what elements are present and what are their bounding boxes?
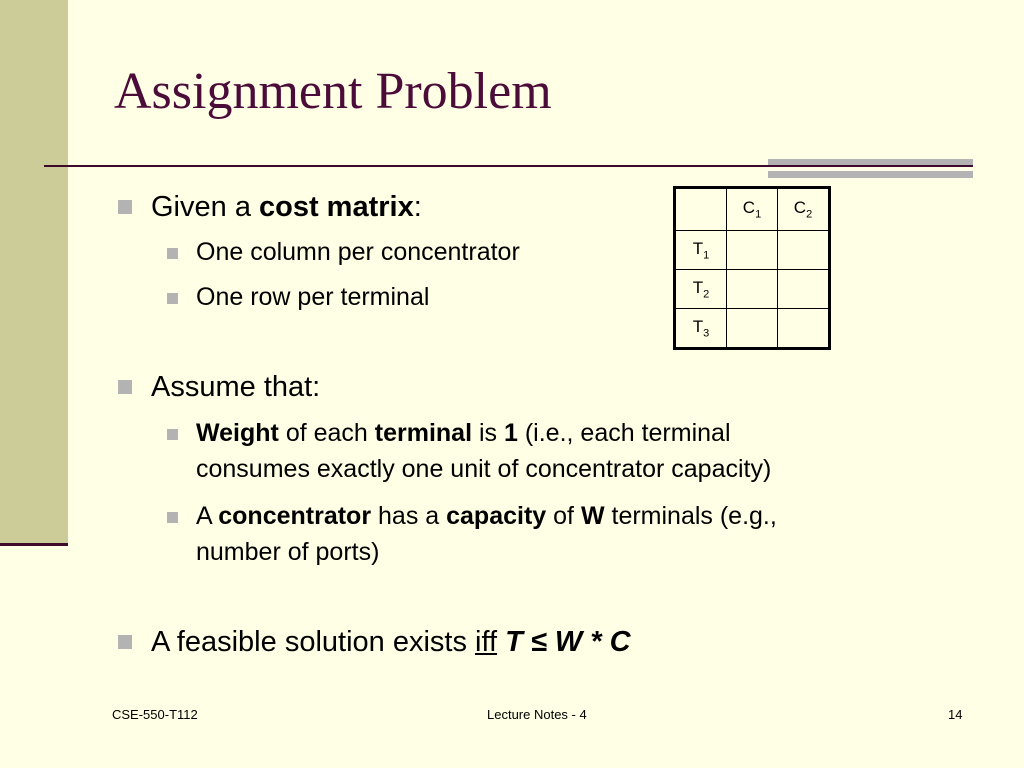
sub-bullet-square-icon [167,293,178,304]
sub-bullet-capacity: A concentrator has a capacity of W terminals (e.g., [196,502,777,530]
table-row [675,188,830,231]
matrix-corner-cell [675,188,727,231]
matrix-cell [727,270,778,309]
col-header-c1: $C_1$ [727,188,778,231]
matrix-cell [778,231,830,270]
sub-bullet-weight: Weight of each terminal is 1 (i.e., each terminal [196,419,731,447]
table-row [675,309,830,349]
side-band [0,0,68,546]
side-band-rule [0,543,68,546]
bullet-assume: Assume that: [151,371,321,403]
matrix-cell [727,231,778,270]
row-header-t2: $T_2$ [675,270,727,309]
col-header-c2: $C_2$ [778,188,830,231]
bullet-cost-matrix: Given a cost matrix: [151,191,422,223]
feasibility-formula: T ≤ W * C [505,626,631,658]
title-rule [44,165,768,167]
cost-matrix-term: cost matrix [259,191,414,223]
cost-matrix-table [673,186,831,350]
sub-bullet-row: One row per terminal [196,283,430,311]
table-row [675,231,830,270]
decorative-gray-bar [768,159,973,178]
footer-course-code: CSE-550-T112 [112,707,198,722]
slide-title: Assignment Problem [114,63,552,120]
sub-bullet-column: One column per concentrator [196,238,520,266]
matrix-cell [727,309,778,349]
sub-bullet-capacity-line2: number of ports) [196,538,380,566]
sub-bullet-square-icon [167,429,178,440]
footer-lecture-notes: Lecture Notes - 4 [487,707,587,722]
row-header-t3: $T_3$ [675,309,727,349]
bullet-square-icon [118,380,132,394]
table-row [675,270,830,309]
sub-bullet-weight-line2: consumes exactly one unit of concentrator capacity) [196,455,772,483]
bullet-feasible: A feasible solution exists iff T ≤ W * C [151,626,631,658]
sub-bullet-square-icon [167,248,178,259]
sub-bullet-square-icon [167,512,178,523]
bullet-square-icon [118,200,132,214]
bullet-square-icon [118,635,132,649]
iff-term: iff [475,626,498,658]
footer-page-number: 14 [948,707,963,722]
matrix-cell [778,270,830,309]
row-header-t1: $T_1$ [675,231,727,270]
matrix-cell [778,309,830,349]
